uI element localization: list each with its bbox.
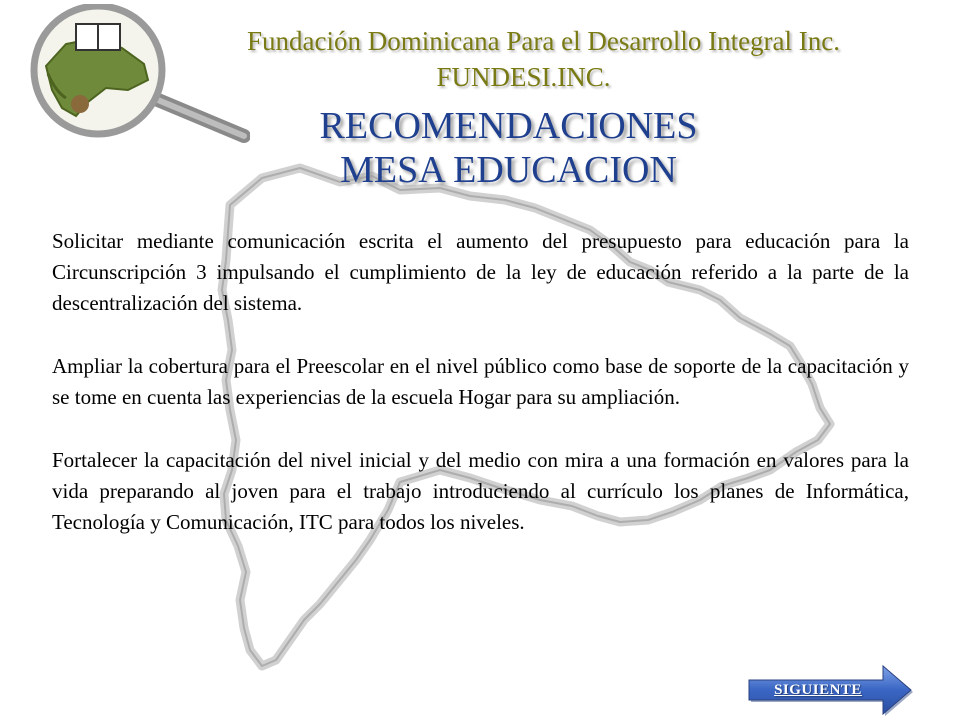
organization-name: Fundación Dominicana Para el Desarrollo Integral Inc. [246,26,841,56]
recommendations-list [52,226,909,570]
recommendation-item: Solicitar mediante comunicación escrita el aumento del presupuesto para educación para la Circunscripción 3 impulsando el cumplimiento de la ley de educación referido a la parte de la descentralización del sistema. [52,229,909,315]
next-button[interactable] [743,662,915,716]
recommendation-item: Ampliar la cobertura para el Preescolar en el nivel público como base de soporte de la capacitación y se tome en cuenta las experiencias de la escuela Hogar para su ampliación. [52,354,909,409]
organization-acronym: FUNDESI.INC. [436,62,611,92]
page-title: RECOMENDACIONES [319,105,698,147]
recommendation-item: Fortalecer la capacitación del nivel inicial y del medio con mira a una formación en valores para la vida preparando al joven para el trabajo introduciendo al currículo los planes de Informática, Tecnología y Comunicación, ITC para todos los niveles. [52,448,909,534]
page-subtitle: MESA EDUCACION [340,149,677,191]
next-button-label: SIGUIENTE [774,682,862,698]
